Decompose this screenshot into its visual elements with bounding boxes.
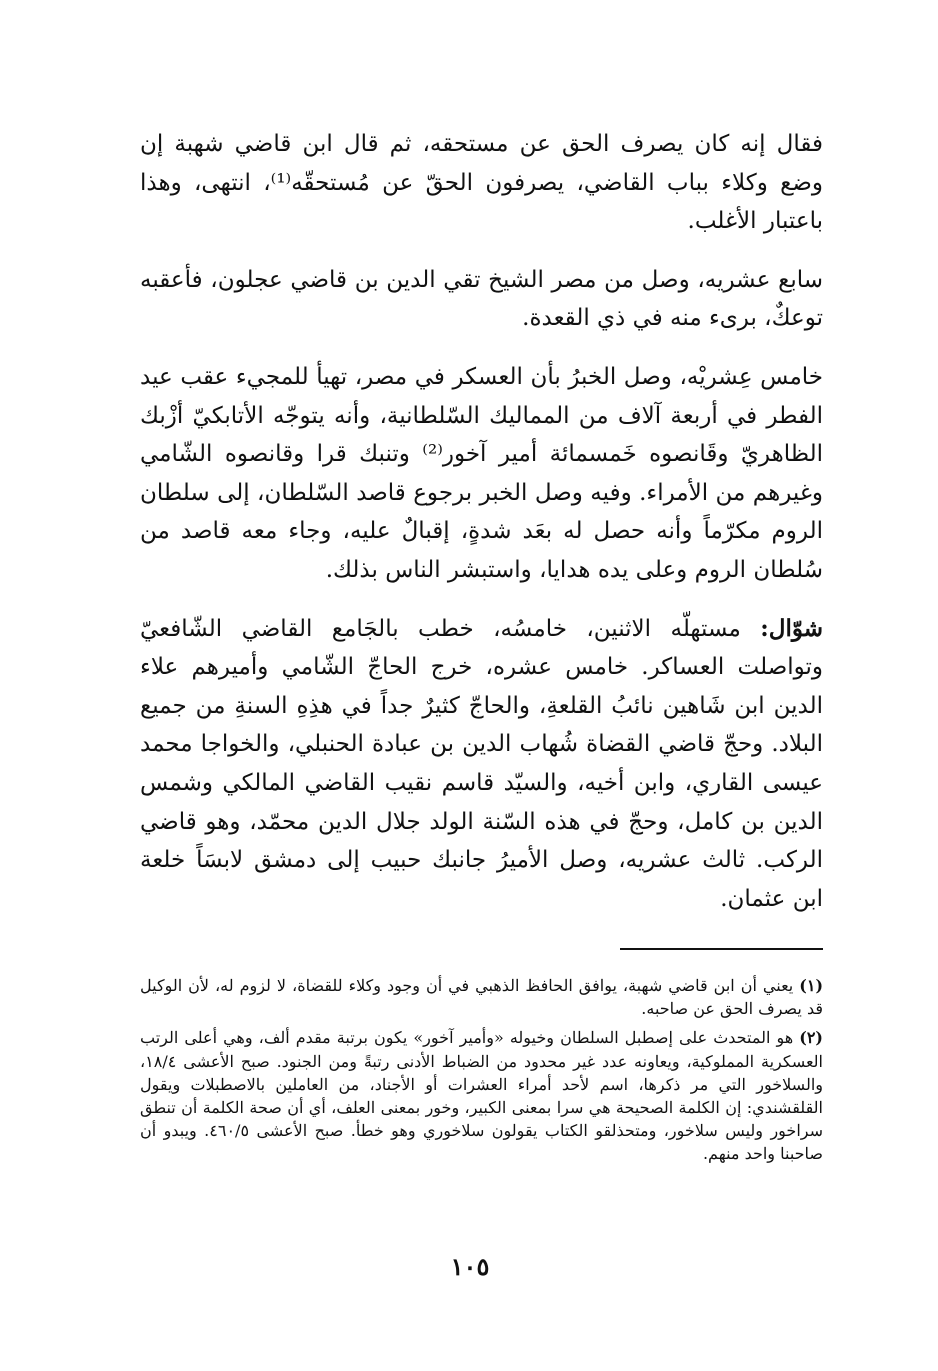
footnotes xyxy=(140,974,823,1172)
footnote-text: يعني أن ابن قاضي شهبة، يوافق الحافظ الذهبي في أن وجود وكلاء للقضاة، لا لزوم له، لأن الوكيل قد يصرف الحق عن صاحبه. xyxy=(140,976,823,1019)
month-label: شوّال: xyxy=(760,614,823,642)
page-number: ١٠٥ xyxy=(450,1252,490,1281)
footnote-number: (١) xyxy=(799,976,824,995)
footnote-text: هو المتحدث على إصطبل السلطان وخيوله «وأمير آخور» يكون برتبة مقدم ألف، وهي أعلى الرتب العسكرية المملوكية، ويعاونه عدد غير محدود من الضباط الأدنى رتبةً ومن الجنود. صبح الأعشى ١٨/٤، والسلاخور التي مر ذكرها، اسم لأحد أمراء العشرات أو الأجناد، من العاملين بالاصطبلات ويقول القلقشندي: إن الكلمة الصحيحة هي سرا بمعنى الكبير، وخور بمعنى العلف، أي أن صحة الكلمة أن تنطق سراخور وليس سلاخور، ومتحذلقو الكتاب يقولون سلاخوري وهو خطأ. صبح الأعشى ٤٦٠/٥. ويبدو أن صاحبنا واحد منهم. xyxy=(140,1028,824,1164)
main-text xyxy=(140,125,823,918)
footnote-divider xyxy=(620,948,823,950)
footnote-2 xyxy=(140,1026,823,1165)
paragraph-1: فقال إنه كان يصرف الحق عن مستحقه، ثم قال ابن قاضي شهبة إن وضع وكلاء بباب القاضي، يصرفون الحقّ عن مُستحقّه⁽¹⁾، انتهى، وهذا باعتبار الأغلب. xyxy=(140,131,823,235)
paragraph-4 xyxy=(140,610,823,919)
paragraph-2: سابع عشريه، وصل من مصر الشيخ تقي الدين بن قاضي عجلون، فأعقبه توعكٌ، برىء منه في ذي القعدة. xyxy=(140,266,823,332)
paragraph-3: خامس عِشريْه، وصل الخبرُ بأن العسكر في مصر، تهيأ للمجيء عقب عيد الفطر في أربعة آلاف من المماليك السّلطانية، وأنه يتوجّه الأتابكيّ أزْبك الظاهريّ وقَانصوه خَمسمائة أمير آخور⁽²⁾ وتنبك قرا وقانصوه الشّامي وغيرهم من الأمراء. وفيه وصل الخبر برجوع قاصد السّلطان، إلى سلطان الروم مكرّماً وأنه حصل له بعَد شدةٍ، إقبالٌ عليه، وجاء معه قاصد من سُلطان الروم وعلى يده هدايا، واستبشر الناس بذلك. xyxy=(140,363,824,583)
footnote-number: (٢) xyxy=(799,1028,823,1048)
paragraph-4-text: مستهلّه الاثنين، خامسُه، خطب بالجَامع القاضي الشّافعيّ وتواصلت العساكر. خامس عشره، خرج الحاجّ الشّامي وأميرهم علاء الدين ابن شَاهين نائبُ القلعةِ، والحاجّ كثيرٌ جداً في هذِهِ السنةِ من جميع البلاد. وحجّ قاضي القضاة شُهاب الدين بن عبادة الحنبلي، والخواجا محمد عيسى القاري، وابن أخيه، والسيّد قاسم نقيب القاضي المالكي وشمس الدين بن كامل، وحجّ في هذه السّنة الولد جلال الدين محمّد، وهو قاضي الركب. ثالث عشريه، وصل الأميرُ جانبك حبيب إلى دمشق لابسَاً خلعة ابن عثمان. xyxy=(140,615,823,912)
footnote-1 xyxy=(140,974,823,1020)
